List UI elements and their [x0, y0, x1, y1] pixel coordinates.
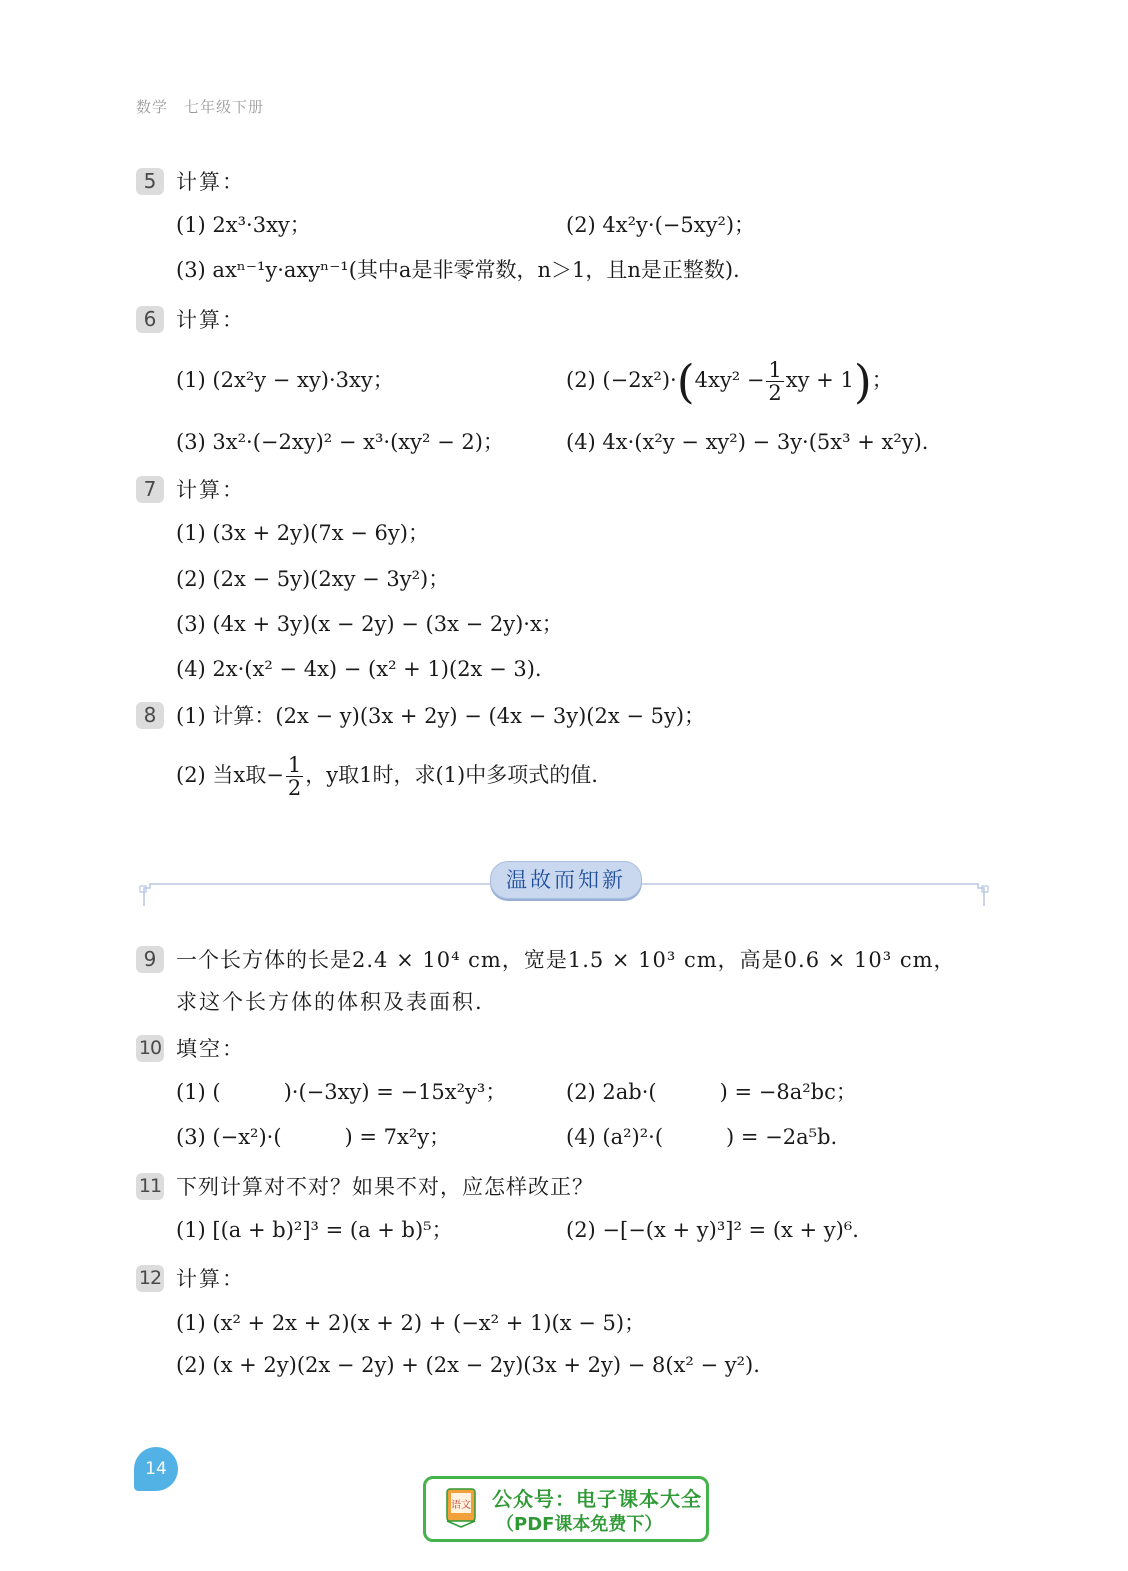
- big-paren-left: (: [676, 354, 695, 409]
- subproblem: (2) 4x²y·(−5xy²)；: [566, 213, 756, 237]
- running-header: [136, 96, 264, 117]
- subproblem: (1) ( )·(−3xy) = −15x²y³；: [176, 1080, 507, 1104]
- problem-number: 12: [136, 1265, 164, 1292]
- subproblem: (2) (2x − 5y)(2xy − 3y²)；: [176, 567, 450, 591]
- problem-text: 求这个长方体的体积及表面积.: [176, 990, 484, 1014]
- problem-number: 7: [136, 476, 164, 503]
- problem-title: 计算：: [176, 308, 245, 332]
- problem-number: 8: [136, 702, 164, 729]
- subproblem: (1) 计算：(2x − y)(3x + 2y) − (4x − 3y)(2x − 5y)；: [176, 704, 706, 728]
- watermark-line1: 公众号：电子课本大全: [492, 1487, 702, 1511]
- subproblem-suffix: ，y取1时，求(1)中多项式的值.: [305, 763, 598, 787]
- subproblem: (1) (2x²y − xy)·3xy；: [176, 368, 394, 392]
- problem-title: 计算：: [176, 1267, 245, 1291]
- subproblem: (3) (4x + 3y)(x − 2y) − (3x − 2y)·x；: [176, 612, 563, 636]
- page-number: 14: [134, 1447, 178, 1491]
- fraction-numerator: 1: [768, 358, 782, 382]
- subproblem: (4) 4x·(x²y − xy²) − 3y·(5x³ + x²y).: [566, 430, 929, 454]
- problem-number: 5: [136, 168, 164, 195]
- subproblem: (2) 2ab·( ) = −8a²bc；: [566, 1080, 857, 1104]
- subproblem: (4) (a²)²·( ) = −2a⁵b.: [566, 1125, 838, 1149]
- problem-title: 计算：: [176, 170, 245, 194]
- subproblem: (3) 3x²·(−2xy)² − x³·(xy² − 2)；: [176, 430, 504, 454]
- subproblem-fraction: [566, 352, 893, 408]
- logo-text: 语文: [451, 1500, 471, 1511]
- watermark-line2: （PDF课本免费下）: [496, 1514, 663, 1535]
- section-banner: 温故而知新: [490, 861, 642, 899]
- fraction-denominator: 2: [768, 381, 782, 405]
- subproblem: (2) (x + 2y)(2x − 2y) + (2x − 2y)(3x + 2y) − 8(x² − y²).: [176, 1353, 760, 1377]
- subproblem: (1) [(a + b)²]³ = (a + b)⁵；: [176, 1218, 453, 1242]
- header-grade: 七年级下册: [184, 98, 265, 116]
- subproblem: (1) 2x³·3xy；: [176, 213, 311, 237]
- subproblem: (4) 2x·(x² − 4x) − (x² + 1)(2x − 3).: [176, 657, 542, 681]
- problem-number: 10: [136, 1035, 164, 1062]
- header-subject: 数学: [136, 98, 169, 116]
- problem-title: 填空：: [176, 1037, 245, 1061]
- expr-end: ；: [871, 368, 893, 392]
- fraction-denominator: 2: [287, 776, 302, 800]
- subproblem: (1) (3x + 2y)(7x − 6y)；: [176, 521, 429, 545]
- fraction: [286, 754, 303, 799]
- fraction-numerator: 1: [287, 753, 302, 777]
- subproblem: (1) (x² + 2x + 2)(x + 2) + (−x² + 1)(x − 5)；: [176, 1311, 646, 1335]
- subproblem-prefix: (2) 当x取−: [176, 763, 284, 787]
- expr-right: xy + 1: [785, 368, 854, 392]
- expr-left: 4xy² −: [694, 368, 765, 392]
- subproblem: (3) axⁿ⁻¹y·axyⁿ⁻¹(其中a是非零常数，n＞1，且n是正整数).: [176, 258, 740, 282]
- problem-number: 6: [136, 306, 164, 333]
- problem-number: 9: [136, 946, 164, 973]
- subproblem: (3) (−x²)·( ) = 7x²y；: [176, 1125, 451, 1149]
- problem-title: 计算：: [176, 478, 245, 502]
- subproblem-fraction: [176, 747, 598, 803]
- problem-number: 11: [136, 1173, 164, 1200]
- subproblem-prefix: (2) (−2x²)·: [566, 368, 677, 392]
- subproblem: (2) −[−(x + y)³]² = (x + y)⁶.: [566, 1218, 859, 1242]
- problem-title: 下列计算对不对？如果不对，应怎样改正？: [176, 1175, 594, 1199]
- watermark-box: [423, 1476, 709, 1542]
- big-paren-right: ): [853, 354, 872, 409]
- book-logo-icon: [444, 1487, 478, 1529]
- problem-text: 一个长方体的长是2.4 × 10⁴ cm，宽是1.5 × 10³ cm，高是0.6 × 10³ cm，: [176, 948, 956, 972]
- fraction: [766, 359, 783, 404]
